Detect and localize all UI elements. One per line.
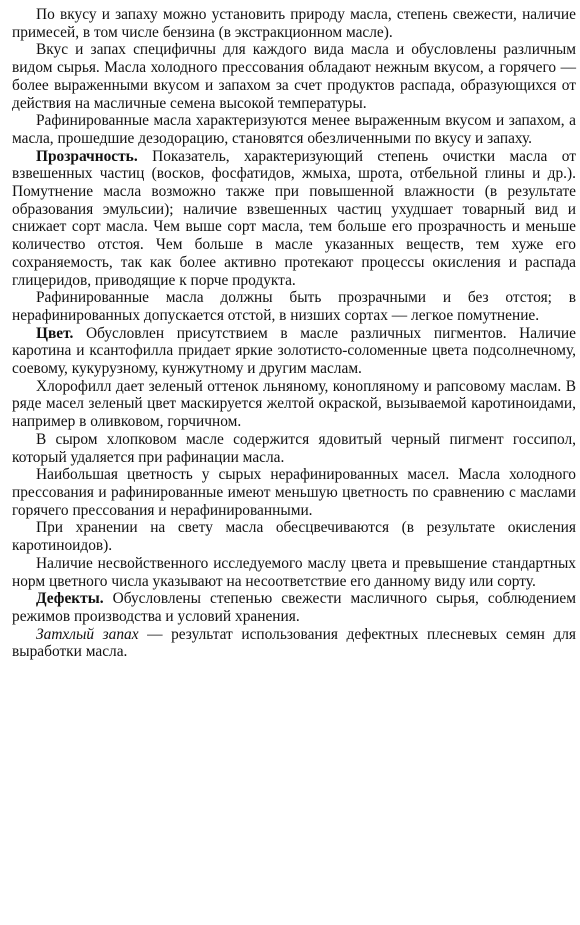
- paragraph-color: [12, 325, 576, 378]
- paragraph-color-text: Обусловлен присутствием в масле различных пигментов. Наличие каротина и ксантофилла придает яркие золотисто-соломенные цвета подсолнечному, соевому, кукурузному, кунжутному и другим маслам.: [12, 324, 576, 378]
- paragraph-defects-text: Обусловлены степенью свежести масличного сырья, соблюдением режимов производства и условий хранения.: [12, 590, 576, 625]
- paragraph-2: [12, 41, 576, 112]
- paragraph-9: [12, 466, 576, 519]
- paragraph-3-text: Рафинированные масла характеризуются менее выраженным вкусом и запахом, а масла, прошедшие дезодорацию, становятся обезличенными по вкусу и запаху.: [12, 112, 576, 147]
- paragraph-1: [12, 6, 576, 41]
- paragraph-8: [12, 431, 576, 466]
- paragraph-11-text: Наличие несвойственного исследуемого маслу цвета и превышение стандартных норм цветного числа указывают на несоответствие его данному виду или сорту.: [12, 554, 576, 590]
- paragraph-transparency-text: Показатель, характеризующий степень очистки масла от взвешенных частиц (восков, фосфатидов, жмыха, шрота, отбельной глины и др.). Помутнение масла возможно также при повышенной влажности (в результате образования эмульсии); наличие взвешенных частиц ухудшает товарный вид и снижает сорт масла. Чем выше сорт масла, тем больше его прозрачность и меньше количество отстоя. Чем больше в масле указанных веществ, тем хуже его сохраняемость, так как более активно протекают процессы окисления и распада глицеридов, приводящие к порче продукта.: [12, 147, 576, 289]
- paragraph-11: [12, 555, 576, 590]
- paragraph-1-text: По вкусу и запаху можно установить природу масла, степень свежести, наличие примесей, в том числе бензина (в экстракционном масле).: [12, 6, 576, 41]
- paragraph-5: [12, 289, 576, 324]
- paragraph-transparency: [12, 148, 576, 290]
- heading-transparency: Прозрачность.: [36, 147, 138, 165]
- paragraph-musty-smell-text: — результат использования дефектных плесневых семян для выработки масла.: [12, 625, 576, 661]
- paragraph-7: [12, 378, 576, 431]
- paragraph-7-text: Хлорофилл дает зеленый оттенок льняному, конопляному и рапсовому маслам. В ряде масел зеленый цвет маскируется желтой окраской, вызываемой каротиноидами, например в оливковом, горчичном.: [12, 377, 576, 431]
- paragraph-musty-smell: [12, 626, 576, 661]
- heading-color: Цвет.: [36, 324, 74, 342]
- paragraph-10: [12, 519, 576, 554]
- term-musty-smell: Затхлый запах: [36, 625, 139, 643]
- paragraph-8-text: В сыром хлопковом масле содержится ядовитый черный пигмент госсипол, который удаляется при рафинации масла.: [12, 430, 576, 466]
- paragraph-9-text: Наибольшая цветность у сырых нерафинированных масел. Масла холодного прессования и рафинированные имеют меньшую цветность по сравнению с маслами горячего прессования и нерафинированными.: [12, 466, 576, 519]
- paragraph-defects: [12, 590, 576, 625]
- paragraph-3: [12, 112, 576, 147]
- paragraph-10-text: При хранении на свету масла обесцвечиваются (в результате окисления каротиноидов).: [12, 519, 576, 555]
- paragraph-2-text: Вкус и запах специфичны для каждого вида масла и обусловлены различным видом сырья. Масла холодного прессования обладают нежным вкусом, а горячего — более выраженными вкусом и запахом за счет продуктов распада, образующихся от действия на масличные семена высокой температуры.: [12, 41, 576, 112]
- heading-defects: Дефекты.: [36, 590, 104, 608]
- paragraph-5-text: Рафинированные масла должны быть прозрачными и без отстоя; в нерафинированных допускается отстой, в низших сортах — легкое помутнение.: [12, 289, 576, 324]
